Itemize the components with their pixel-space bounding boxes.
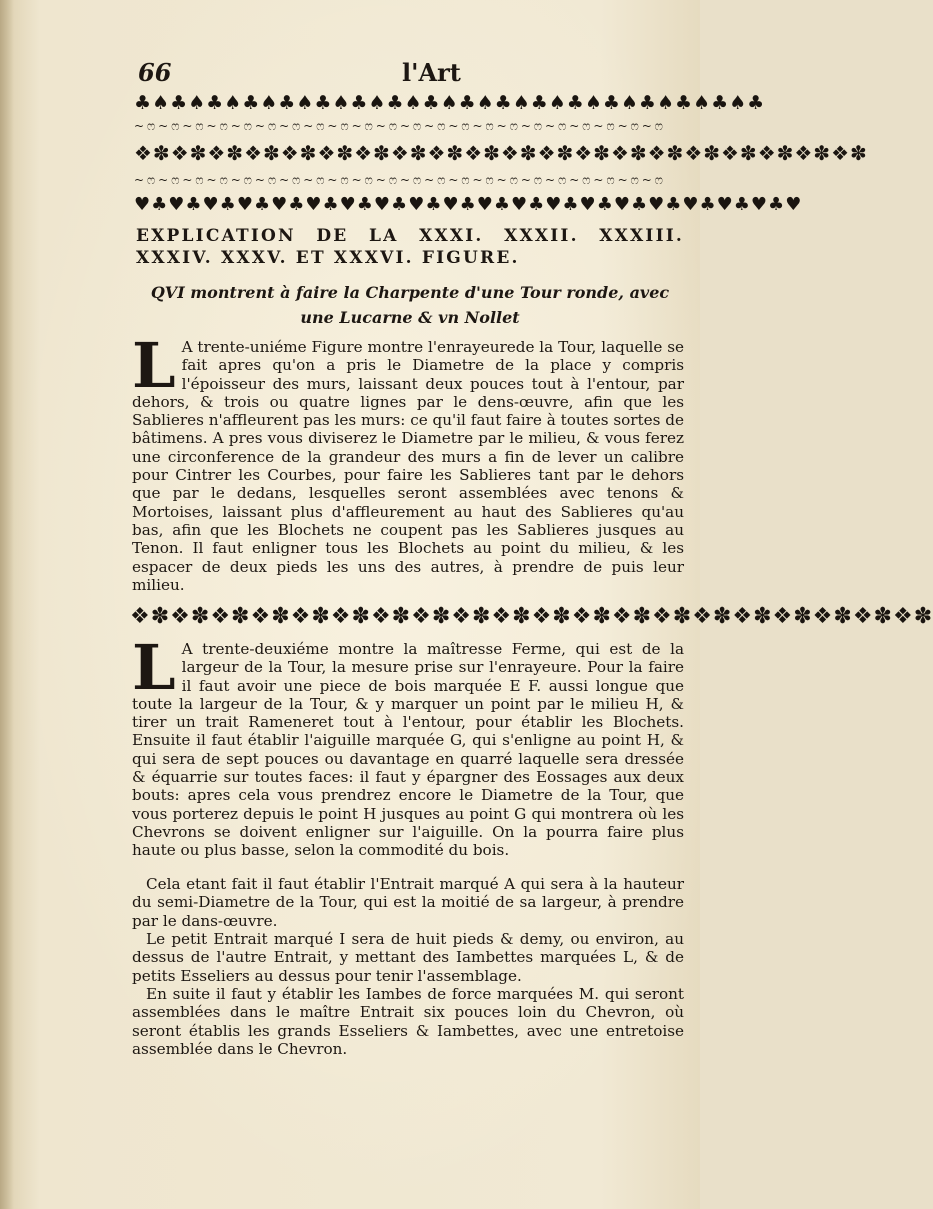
- paragraph-5: En suite il faut y établir les Iambes de force marquées M. qui seront assemblées dans le maître Entrait six pouces loin du Chevron, où seront établis les grands Esseliers & Iambettes, avec une entretoise assemblée dans le Chevron.: [132, 985, 684, 1058]
- paragraph-1-text: A trente-uniéme Figure montre l'enrayeurede la Tour, laquelle se fait apres qu'on a pris le Diametre de la place y compris l'époisseur des murs, laissant deux pouces tout à l'entour, par dehors, & trois ou quatre lignes par le dens-œuvre, afin que les Sablieres n'affleurent pas les murs: ce qu'il faut faire à toutes sortes de bâtimens. A pres vous diviserez le Diametre par le milieu, & vous ferez une circonference de la grandeur des murs a fin de lever un calibre pour Cintrer les Courbes, pour faire les Sablieres tant par le dehors que par le dedans, lesquelles seront assemblées avec tenons & Mortoises, laissant plus d'affleurement au haut des Sablieres qu'au bas, afin que les Blochets ne coupent pas les Sablieres jusques au Tenon. Il faut enligner tous les Blochets au point du milieu, & les espacer de deux pieds les uns des autres, à prendre de puis leur milieu.: [132, 338, 684, 594]
- running-head: l'Art: [402, 58, 461, 87]
- ornament-band-4: ~ෆ~ෆ~ෆ~ෆ~ෆ~ෆ~ෆ~ෆ~ෆ~ෆ~ෆ~ෆ~ෆ~ෆ~ෆ~ෆ~ෆ~ෆ~ෆ~ෆ~ෆ~ෆ: [134, 173, 666, 187]
- ornament-band-5: ♥♣♥♣♥♣♥♣♥♣♥♣♥♣♥♣♥♣♥♣♥♣♥♣♥♣♥♣♥♣♥♣♥♣♥♣♥♣♥: [134, 194, 803, 215]
- paragraph-3: Cela etant fait il faut établir l'Entrait marqué A qui sera à la hauteur du semi-Diametre de la Tour, qui est la moitié de sa largeur, à prendre par le dans-œuvre.: [132, 875, 684, 930]
- section-title: EXPLICATION DE LA XXXI. XXXII. XXXIII. XXXIV. XXXV. ET XXXVI. FIGURE.: [136, 226, 684, 268]
- page-header: [138, 58, 678, 88]
- ornament-band-2: ~ෆ~ෆ~ෆ~ෆ~ෆ~ෆ~ෆ~ෆ~ෆ~ෆ~ෆ~ෆ~ෆ~ෆ~ෆ~ෆ~ෆ~ෆ~ෆ~ෆ~ෆ~ෆ: [134, 119, 666, 133]
- paragraph-2: [132, 631, 684, 860]
- ornament-band-1: ♣♠♣♠♣♠♣♠♣♠♣♠♣♠♣♠♣♠♣♠♣♠♣♠♣♠♣♠♣♠♣♠♣♠♣: [134, 92, 766, 114]
- drop-cap-initial: L: [132, 329, 176, 402]
- paragraph-2-text: A trente-deuxiéme montre la maîtresse Ferme, qui est de la largeur de la Tour, la mesure prise sur l'enrayeure. Pour la faire il faut avoir une piece de bois marquée E F. aussi longue que toute la largeur de la Tour, & y marquer un point par le milieu H, & tirer un trait Rameneret tout à l'entour, pour établir les Blochets. Ensuite il faut établir l'aiguille marquée G, qui s'enligne au point H, & qui sera de sept pouces ou davantage en quarré laquelle sera dressée & équarrie sur toutes faces: il faut y épargner des Eossages aux deux bouts: apres cela vous prendrez encore le Diametre de la Tour, que vous porterez depuis le point H jusques au point G qui montrera où les Chevrons se doivent enligner sur l'aiguille. On la pourra faire plus haute ou plus basse, selon la commodité du bois.: [132, 640, 684, 860]
- paragraph-4: Le petit Entrait marqué I sera de huit pieds & demy, ou environ, au dessus de l'autre Entrait, y mettant des Iambettes marquées L, & de petits Esseliers au dessus pour tenir l'assemblage.: [132, 930, 684, 985]
- ornament-divider: ❖✽❖✽❖✽❖✽❖✽❖✽❖✽❖✽❖✽❖✽❖✽❖✽❖✽❖✽❖✽❖✽❖✽❖✽❖✽❖✽: [130, 604, 933, 629]
- paragraph-1: [132, 329, 684, 594]
- drop-cap-initial: L: [132, 631, 176, 704]
- page-gutter-shadow: [0, 0, 14, 1209]
- page-number: 66: [138, 58, 172, 87]
- section-subtitle: QVI montrent à faire la Charpente d'une Tour ronde, avec une Lucarne & vn Nollet: [150, 283, 670, 327]
- ornament-band-3: ❖✽❖✽❖✽❖✽❖✽❖✽❖✽❖✽❖✽❖✽❖✽❖✽❖✽❖✽❖✽❖✽❖✽❖✽❖✽❖✽: [134, 141, 868, 165]
